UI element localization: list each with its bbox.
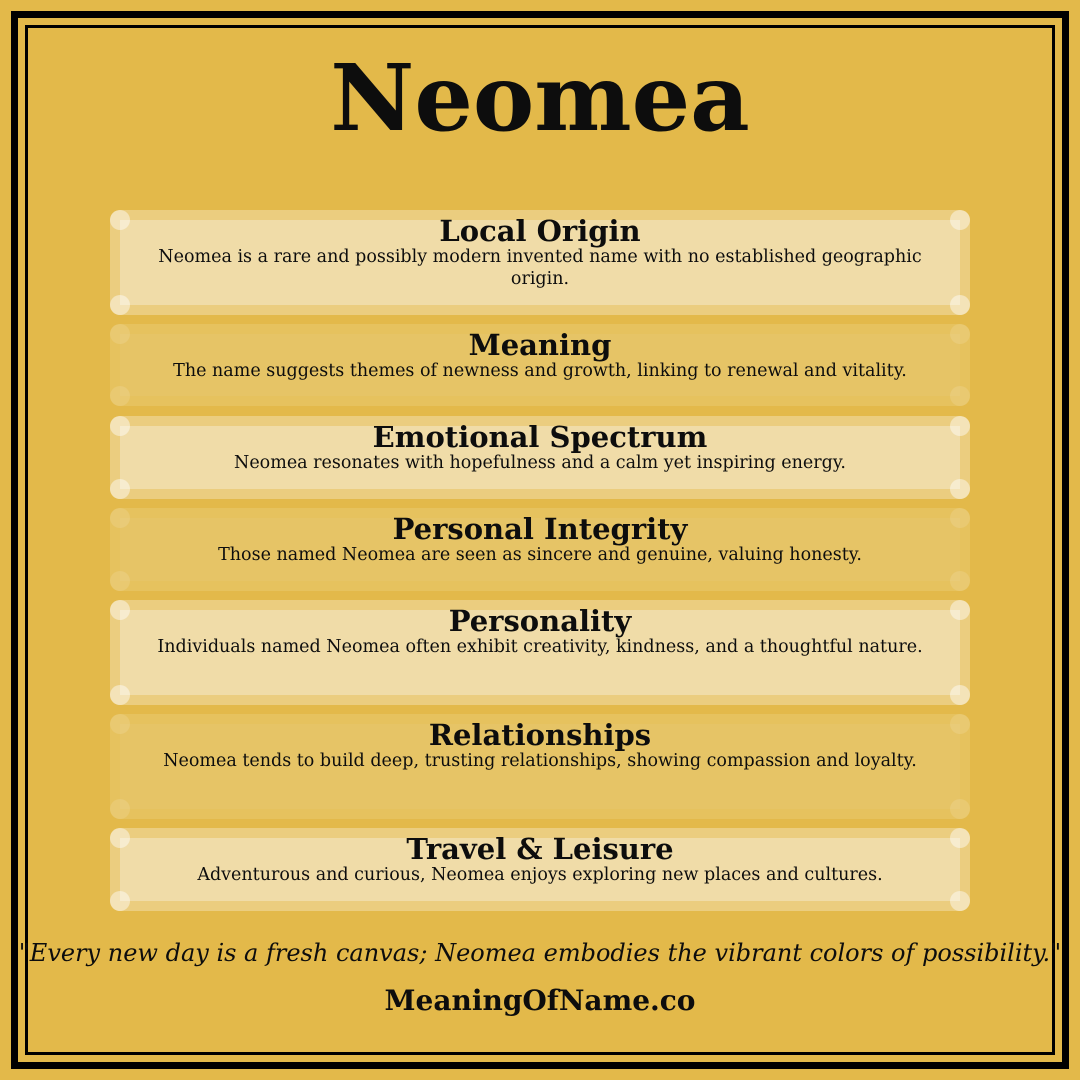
corner-dot-icon (950, 685, 970, 705)
corner-dot-icon (110, 799, 130, 819)
section-text: Individuals named Neomea often exhibit creativity, kindness, and a thoughtful nature. (157, 637, 923, 657)
section-card-relationships (110, 714, 970, 819)
corner-dot-icon (950, 799, 970, 819)
section-card-personal-integrity (110, 508, 970, 591)
section-heading: Meaning (468, 328, 612, 362)
section-heading: Local Origin (439, 214, 641, 248)
section-heading: Relationships (428, 718, 652, 752)
corner-dot-icon (110, 891, 130, 911)
section-card-emotional-spectrum (110, 416, 970, 499)
corner-dot-icon (110, 685, 130, 705)
section-heading: Travel & Leisure (406, 832, 674, 866)
corner-dot-icon (950, 386, 970, 406)
section-heading: Emotional Spectrum (372, 420, 708, 454)
section-text: Adventurous and curious, Neomea enjoys exploring new places and cultures. (197, 865, 883, 885)
section-card-personality (110, 600, 970, 705)
corner-dot-icon (110, 386, 130, 406)
quote-text: "Every new day is a fresh canvas; Neomea embodies the vibrant colors of possibility." (18, 939, 1062, 967)
section-text: Those named Neomea are seen as sincere and genuine, valuing honesty. (218, 545, 862, 565)
corner-dot-icon (110, 571, 130, 591)
corner-dot-icon (950, 571, 970, 591)
corner-dot-icon (110, 479, 130, 499)
corner-dot-icon (110, 295, 130, 315)
section-heading: Personal Integrity (392, 512, 688, 546)
section-card-travel-leisure (110, 828, 970, 911)
section-text: Neomea tends to build deep, trusting relationships, showing compassion and loyalty. (163, 751, 917, 771)
section-card-local-origin (110, 210, 970, 315)
page-title: Neomea (330, 44, 750, 152)
section-card-meaning (110, 324, 970, 406)
brand-label: MeaningOfName.co (384, 984, 696, 1017)
section-text: The name suggests themes of newness and growth, linking to renewal and vitality. (173, 361, 907, 381)
section-text: Neomea is a rare and possibly modern invented name with no established geographic origin. (158, 247, 922, 289)
corner-dot-icon (950, 891, 970, 911)
section-text: Neomea resonates with hopefulness and a calm yet inspiring energy. (234, 453, 846, 473)
corner-dot-icon (950, 295, 970, 315)
corner-dot-icon (950, 479, 970, 499)
section-heading: Personality (448, 604, 632, 638)
